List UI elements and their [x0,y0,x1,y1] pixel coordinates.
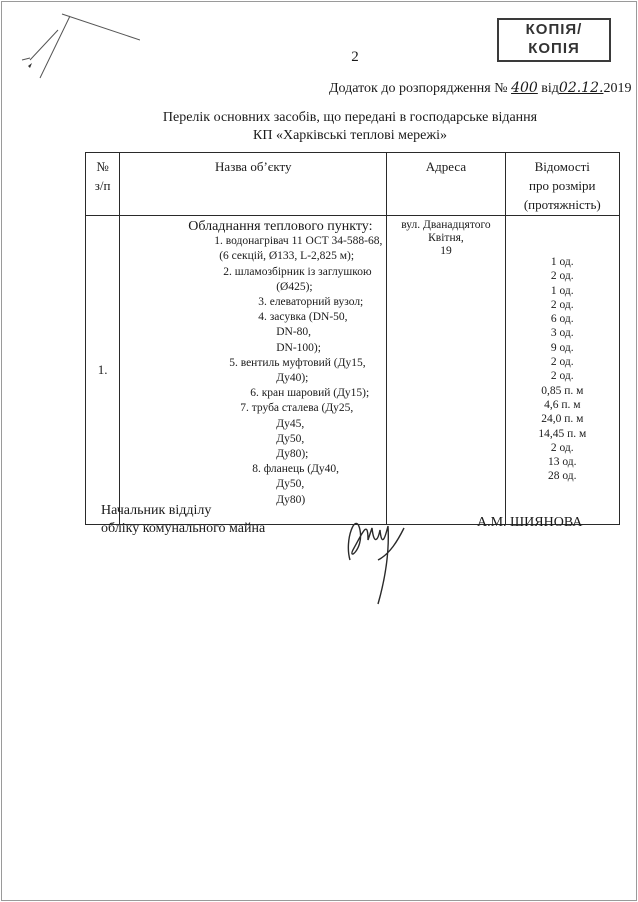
list-item: 3. елеваторний вузол; [258,296,364,309]
list-item: (Ø425); [276,280,313,293]
table-header-row [86,153,620,216]
list-item: 6. кран шаровий (Ду15); [250,387,370,400]
list-item: 5. вентиль муфтовий (Ду15, [229,356,366,369]
size-value: 2 од. [550,356,574,369]
table-row [86,216,620,525]
size-value: 14,45 п. м [538,427,587,440]
size-value: 9 од. [550,341,574,354]
list-item: Ду50, [276,478,305,491]
signatory-position: Начальник відділу обліку комунального майна [101,503,266,536]
appendix-line [329,80,631,97]
size-value: 2 од. [550,298,574,311]
address-cell: вул. Дванадцятого Квітня, 19 [387,216,505,525]
equipment-heading: Обладнання теплового пункту: [188,219,373,234]
list-item: DN-100); [276,341,321,354]
size-value: 13 од. [548,456,577,469]
document-title-line2: КП «Харківські теплові мережі» [253,128,447,143]
row-number: 1. [86,216,120,525]
order-year: 2019 [603,81,632,96]
list-item: 4. засувка (DN-50, [258,311,348,324]
list-item: 8. фланець (Ду40, [252,463,340,476]
list-item: Ду45, [276,417,305,430]
size-value: 3 од. [550,327,574,340]
document-title-line1: Перелік основних засобів, що передані в господарське відання [162,110,538,125]
list-item: Ду80); [276,448,309,461]
copy-stamp: КОПІЯ/ КОПІЯ [497,18,611,62]
size-value: 0,85 п. м [541,384,584,397]
list-item: 7. труба сталева (Ду25, [240,402,354,415]
header-size: Відомості про розміри (протяжність) [505,153,619,216]
signatory-name: А.М. ШИЯНОВА [477,515,583,530]
handwritten-signature [338,500,418,610]
header-number: № з/п [86,153,120,216]
list-item: 1. водонагрівач 11 ОСТ 34-588-68, [214,235,383,248]
object-name-cell [120,216,387,525]
list-item: (6 секцій, Ø133, L-2,825 м); [219,250,355,263]
size-value: 2 од. [550,370,574,383]
size-value: 28 од. [548,470,577,483]
list-item: Ду80) [276,493,306,506]
list-item: DN-80, [276,326,312,339]
appendix-mid: від [541,81,559,96]
order-number: 400 [511,80,538,96]
page-number: 2 [351,49,359,65]
size-value: 1 од. [550,284,574,297]
size-value: 4,6 п. м [544,398,581,411]
list-item: Ду40); [276,372,309,385]
assets-table [85,152,620,525]
list-item: Ду50, [276,432,305,445]
order-date: 02.12. [558,80,604,96]
size-value: 24,0 п. м [541,413,584,426]
appendix-prefix: Додаток до розпорядження № [329,81,508,96]
header-name: Назва об’єкту [120,153,387,216]
size-value: 2 од. [550,441,574,454]
size-value: 1 од. [550,256,574,268]
header-address: Адреса [387,153,505,216]
list-item: 2. шламозбірник із заглушкою [223,265,372,278]
size-value: 6 од. [550,313,574,326]
size-cell [505,216,619,525]
size-value: 2 од. [550,270,574,283]
